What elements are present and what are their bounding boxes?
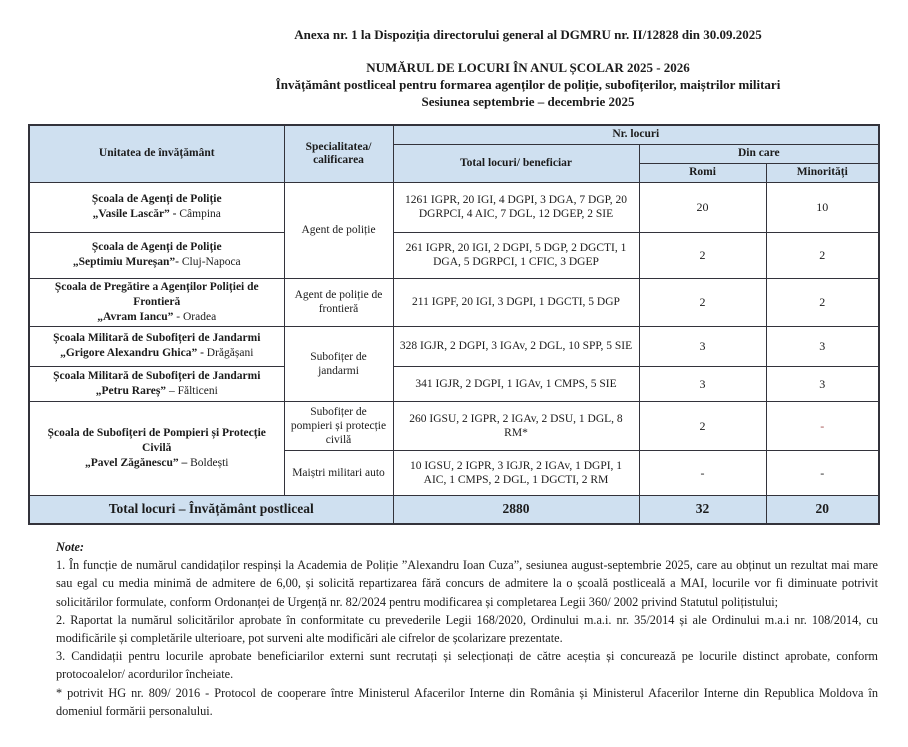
- school-cell: [29, 401, 284, 495]
- specialty-cell: Subofițer de pompieri și protecție civilă: [284, 401, 393, 450]
- table-row: [29, 182, 879, 232]
- school-name-line: [34, 310, 280, 325]
- school-name: „Septimiu Mureșan”-: [72, 256, 180, 268]
- beneficiary-cell: 341 IGJR, 2 DGPI, 1 IGAv, 1 CMPS, 5 SIE: [393, 366, 639, 401]
- specialty-cell: Maiștri militari auto: [284, 450, 393, 495]
- doc-title-line-2: Învățământ postliceal pentru formarea agenților de poliție, subofițerilor, maiștrilor militari: [275, 77, 781, 92]
- school-name: „Pavel Zăgănescu” –: [85, 456, 188, 469]
- school-name: „Avram Iancu”: [97, 310, 174, 323]
- school-city: Cluj-Napoca: [179, 256, 241, 268]
- school-name: „Vasile Lascăr” -: [92, 208, 177, 220]
- document-header: [148, 27, 908, 110]
- col-header-romi: Romi: [639, 163, 766, 182]
- school-title: Școala de Agenți de Poliție: [91, 241, 222, 253]
- doc-title-line-3: Sesiunea septembrie – decembrie 2025: [421, 94, 635, 109]
- minoritati-cell: 2: [766, 232, 879, 278]
- table-row: [29, 401, 879, 450]
- beneficiary-cell: 328 IGJR, 2 DGPI, 3 IGAv, 2 DGL, 10 SPP, 5 SIE: [393, 326, 639, 366]
- table-row: [29, 366, 879, 401]
- minoritati-cell: 3: [766, 366, 879, 401]
- school-name-line: [34, 207, 280, 222]
- school-city: Câmpina: [176, 208, 221, 220]
- notes-label: Note:: [56, 540, 84, 554]
- school-name-line: [34, 255, 280, 270]
- school-cell: [29, 182, 284, 232]
- places-table: [28, 124, 880, 525]
- table-row: [29, 278, 879, 326]
- minoritati-cell: 2: [766, 278, 879, 326]
- specialty-cell: Subofițer de jandarmi: [284, 326, 393, 401]
- beneficiary-cell: 260 IGSU, 2 IGPR, 2 IGAv, 2 DSU, 1 DGL, 8 RM*: [393, 401, 639, 450]
- school-name: „Grigore Alexandru Ghica” -: [60, 347, 204, 359]
- school-title: Școala de Agenți de Poliție: [91, 193, 222, 205]
- annex-line: Anexa nr. 1 la Dispoziția directorului general al DGMRU nr. II/12828 din 30.09.2025: [294, 27, 762, 42]
- minoritati-cell: 3: [766, 326, 879, 366]
- col-header-total-beneficiary: Total locuri/ beneficiar: [393, 144, 639, 182]
- note-asterisk: * potrivit HG nr. 809/ 2016 - Protocol de cooperare între Ministerul Afacerilor Interne din România și Ministerul Afacerilor Interne din Republica Moldova în domeniul formării personalului.: [56, 685, 878, 718]
- col-header-specialty: Specialitatea/ calificarea: [284, 125, 393, 182]
- school-title: Școala Militară de Subofițeri de Jandarmi: [53, 332, 261, 344]
- col-header-unit: Unitatea de învățământ: [29, 125, 284, 182]
- school-title: Școala Militară de Subofițeri de Jandarmi: [53, 369, 261, 382]
- romi-cell: 20: [639, 182, 766, 232]
- col-header-nr-locuri: Nr. locuri: [393, 125, 879, 144]
- total-value-cell: 2880: [393, 495, 639, 524]
- minoritati-cell: -: [766, 401, 879, 450]
- notes-section: [56, 538, 878, 720]
- school-cell: [29, 366, 284, 401]
- note-2: 2. Raportat la numărul solicitărilor aprobate în conformitate cu prevederile Legii 168/2020, Ordinului m.a.i. nr. 35/2014 și ale Ordinului m.a.i nr. 108/2014, cu modificările și completările ulterioare, pot surveni alte modificări ale cifrelor de școlarizare prezentate.: [56, 612, 878, 646]
- school-cell: [29, 326, 284, 366]
- school-city: - Oradea: [173, 310, 217, 323]
- table-row: [29, 232, 879, 278]
- romi-cell: 3: [639, 366, 766, 401]
- specialty-cell: Agent de poliție de frontieră: [284, 278, 393, 326]
- school-name-line: [34, 456, 280, 471]
- total-minoritati-cell: 20: [766, 495, 879, 524]
- school-city: – Fălticeni: [166, 384, 218, 397]
- table-row: [29, 326, 879, 366]
- school-name-line: [34, 384, 280, 399]
- school-cell: [29, 232, 284, 278]
- note-1: 1. În funcție de numărul candidaților respinși la Academia de Poliție ”Alexandru Ioan Cuza”, sesiunea august-septembrie 2025, care au obținut un rezultat mai mare sau egal cu media minimă de admitere de 6,00, și solicită repartizarea fără concurs de admitere la o școală postliceală a MAI, locurile vor fi diminuate potrivit solicitărilor formulate, conform Ordonanței de Urgență nr. 82/2024 pentru modificarea și completarea Legii 360/ 2002 privind Statutul polițistului;: [56, 558, 878, 609]
- romi-cell: -: [639, 450, 766, 495]
- note-3: 3. Candidații pentru locurile aprobate beneficiarilor externi sunt recrutați și selecționați de către aceștia și concurează pe locurile distinct aprobate, conform protocoalelor/ acordurilor încheiate.: [56, 649, 878, 682]
- minoritati-cell: 10: [766, 182, 879, 232]
- school-title: Școala de Subofițeri de Pompieri și Protecție Civilă: [47, 426, 266, 454]
- beneficiary-cell: 10 IGSU, 2 IGPR, 3 IGJR, 2 IGAv, 1 DGPI, 1 AIC, 1 CMPS, 2 DGL, 1 DGCTI, 2 RM: [393, 450, 639, 495]
- beneficiary-cell: 1261 IGPR, 20 IGI, 4 DGPI, 3 DGA, 7 DGP, 20 DGRPCI, 4 AIC, 7 DGL, 12 DGEP, 2 SIE: [393, 182, 639, 232]
- specialty-cell: Agent de poliție: [284, 182, 393, 278]
- total-romi-cell: 32: [639, 495, 766, 524]
- minoritati-cell: -: [766, 450, 879, 495]
- school-city: Drăgășani: [203, 347, 254, 359]
- total-row: [29, 495, 879, 524]
- beneficiary-cell: 211 IGPF, 20 IGI, 3 DGPI, 1 DGCTI, 5 DGP: [393, 278, 639, 326]
- romi-cell: 2: [639, 232, 766, 278]
- col-header-minoritati: Minorități: [766, 163, 879, 182]
- school-name-line: [34, 346, 280, 361]
- school-name: „Petru Rareș”: [95, 384, 167, 397]
- document-page: [0, 27, 908, 747]
- school-cell: [29, 278, 284, 326]
- romi-cell: 2: [639, 401, 766, 450]
- school-city: Boldești: [187, 456, 229, 469]
- romi-cell: 3: [639, 326, 766, 366]
- beneficiary-cell: 261 IGPR, 20 IGI, 2 DGPI, 5 DGP, 2 DGCTI, 1 DGA, 5 DGRPCI, 1 CFIC, 3 DGEP: [393, 232, 639, 278]
- school-title: Școala de Pregătire a Agenților Poliției de Frontieră: [54, 280, 259, 308]
- col-header-din-care: Din care: [639, 144, 879, 163]
- romi-cell: 2: [639, 278, 766, 326]
- doc-title-line-1: NUMĂRUL DE LOCURI ÎN ANUL ȘCOLAR 2025 - 2026: [366, 60, 690, 75]
- total-label-cell: Total locuri – Învățământ postliceal: [29, 495, 393, 524]
